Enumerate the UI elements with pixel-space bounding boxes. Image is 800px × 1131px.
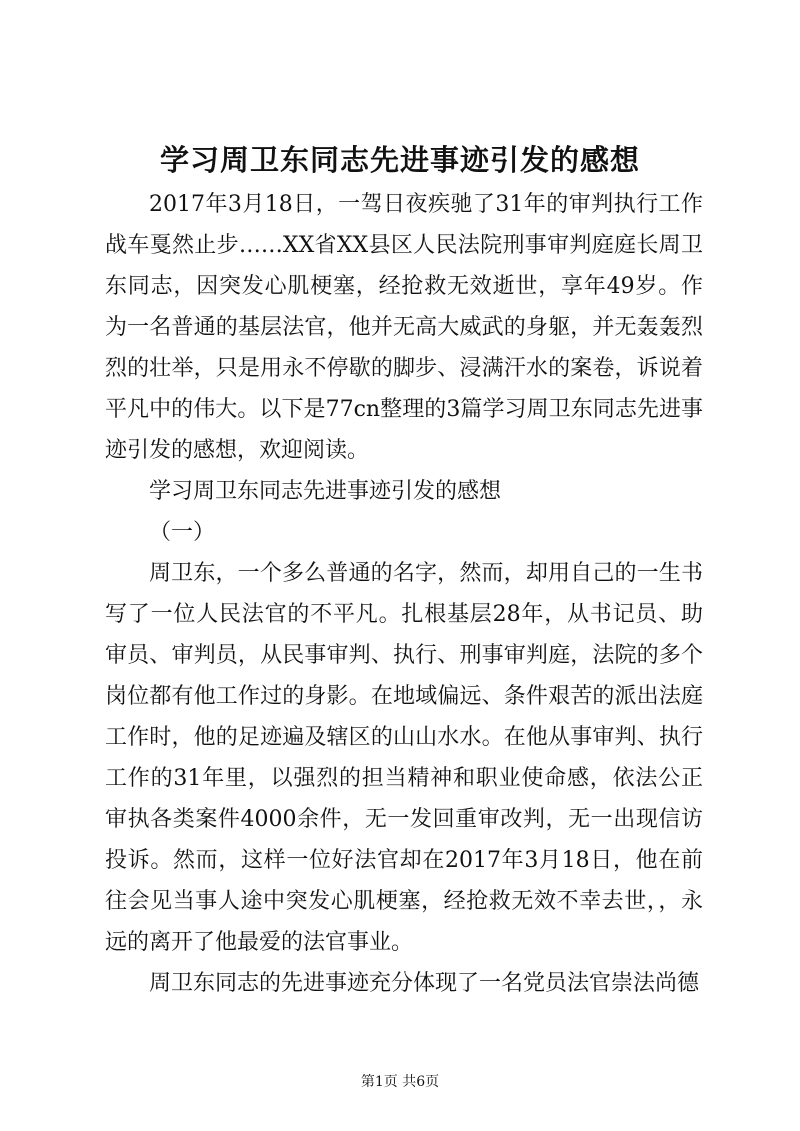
page-number-footer: 第1页 共6页	[360, 1074, 440, 1090]
paragraph-section-marker: （一）	[149, 520, 216, 545]
paragraph-intro: 2017年3月18日，一驾日夜疾驰了31年的审判执行工作战车戛然止步……XX省XX县区人民法院刑事审判庭庭长周卫东同志，因突发心肌梗塞，经抢救无效逝世，享年49岁。作为一名普通的基层法官，他并无高大威武的身躯，并无轰轰烈烈的壮举，只是用永不停歇的脚步、浸满汗水的案卷，诉说着平凡中的伟大。以下是77cn整理的3篇学习周卫东同志先进事迹引发的感想，欢迎阅读。	[105, 192, 703, 463]
paragraph-subtitle: 学习周卫东同志先进事迹引发的感想	[149, 479, 502, 504]
document-title: 学习周卫东同志先进事迹引发的感想	[159, 143, 640, 177]
paragraph-main: 周卫东，一个多么普通的名字，然而，却用自己的一生书写了一位人民法官的不平凡。扎根基层28年，从书记员、助审员、审判员，从民事审判、执行、刑事审判庭，法院的多个岗位都有他工作过的身影。在地域偏远、条件艰苦的派出法庭工作时，他的足迹遍及辖区的山山水水。在他从事审判、执行工作的31年里，以强烈的担当精神和职业使命感，依法公正审执各类案件4000余件，无一发回重审改判，无一出现信访投诉。然而，这样一位好法官却在2017年3月18日，他在前往会见当事人途中突发心肌梗塞，经抢救无效不幸去世，，永远的离开了他最爱的法官事业。	[105, 561, 703, 955]
document-body	[105, 184, 703, 1004]
paragraph-continuation: 周卫东同志的先进事迹充分体现了一名党员法官崇法尚德	[149, 971, 700, 996]
